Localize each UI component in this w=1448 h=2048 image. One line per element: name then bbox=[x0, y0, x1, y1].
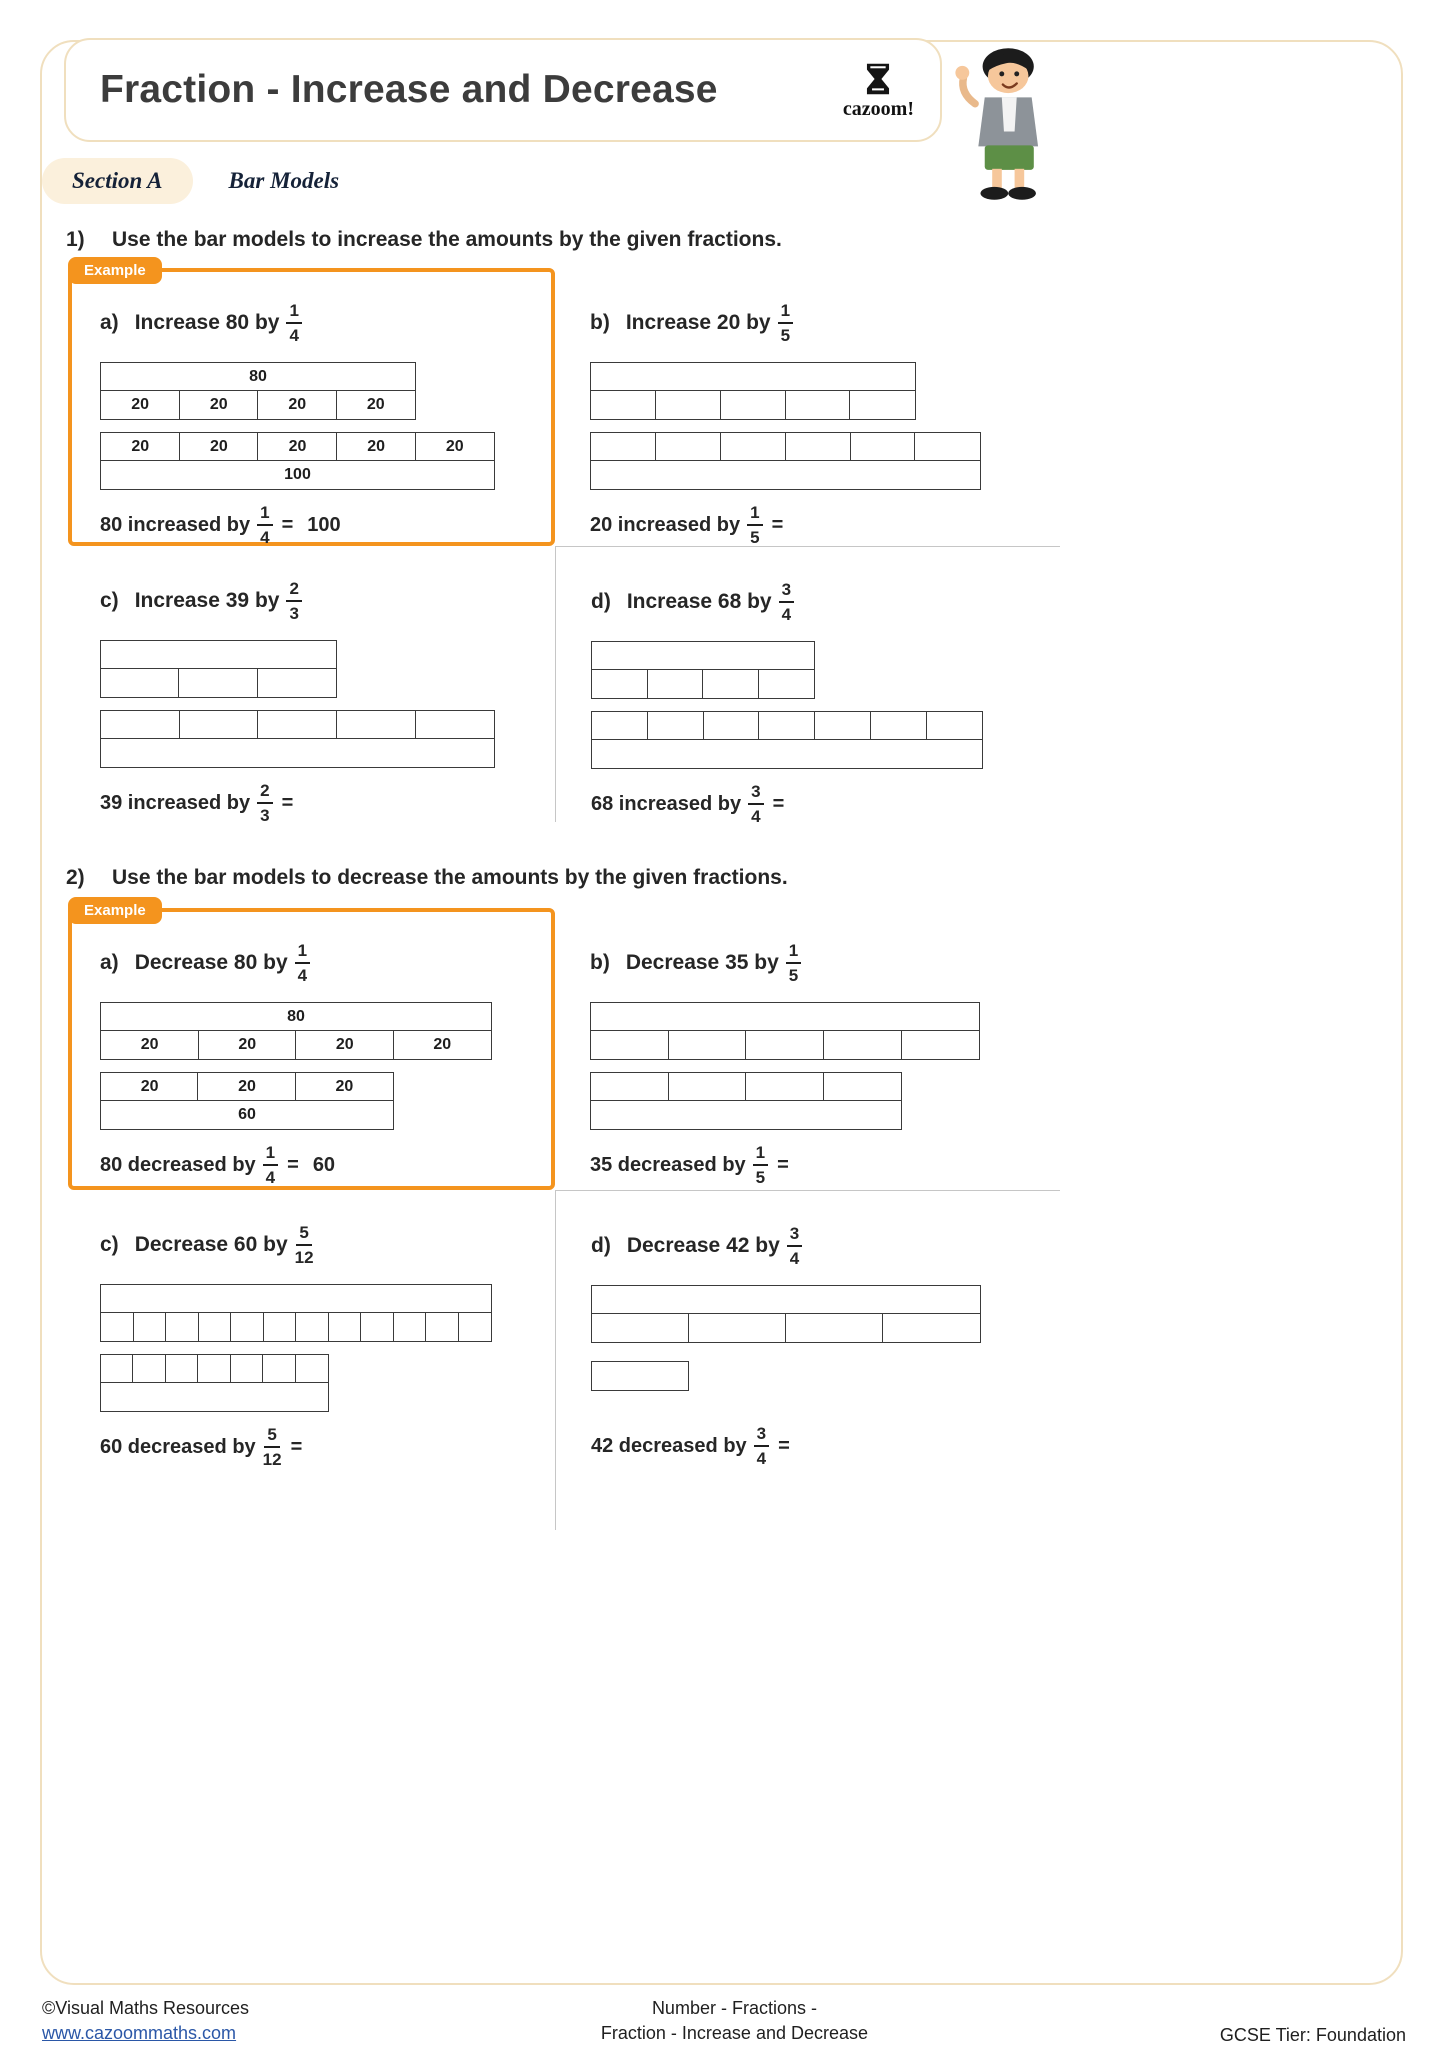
part-2d bbox=[555, 1190, 1060, 1530]
bar-model-row bbox=[590, 1100, 902, 1130]
bar-model-cell bbox=[230, 1312, 264, 1342]
bar-model-cell: 60 bbox=[100, 1100, 394, 1130]
fraction-numerator: 1 bbox=[753, 1144, 768, 1166]
bar-model bbox=[100, 1284, 555, 1412]
fraction-denominator: 12 bbox=[262, 1450, 282, 1469]
fraction-numerator: 1 bbox=[786, 942, 801, 964]
section-title: Bar Models bbox=[228, 168, 340, 193]
bar-model-cell bbox=[257, 668, 337, 698]
fraction bbox=[748, 783, 763, 825]
result-line bbox=[100, 1142, 551, 1188]
bar-model-cell bbox=[914, 432, 981, 462]
fraction bbox=[779, 581, 794, 623]
bar-model-row bbox=[100, 668, 337, 698]
question-number: 1) bbox=[66, 228, 85, 251]
equals-sign: = bbox=[778, 1434, 790, 1457]
fraction-denominator: 5 bbox=[750, 528, 760, 547]
bar-model-row bbox=[591, 739, 983, 769]
bar-model-cell bbox=[100, 1284, 492, 1314]
part-prompt: Increase 39 by bbox=[134, 589, 280, 612]
bar-model-cell: 20 bbox=[198, 1030, 297, 1060]
bar-model-cell bbox=[901, 1030, 980, 1060]
equals-sign: = bbox=[281, 513, 294, 536]
bar-model-row bbox=[590, 362, 916, 392]
bar-model-cell bbox=[590, 432, 657, 462]
part-prompt: Decrease 60 by bbox=[134, 1233, 288, 1256]
bar-model-cell: 20 bbox=[257, 390, 337, 420]
bar-model-cell bbox=[688, 1313, 787, 1343]
section-header bbox=[42, 158, 339, 204]
fraction-denominator: 5 bbox=[780, 326, 791, 345]
part-prompt: Decrease 80 by bbox=[134, 951, 288, 974]
bar-model-cell bbox=[785, 432, 852, 462]
bar-model-cell bbox=[100, 738, 495, 768]
fraction-numerator: 3 bbox=[779, 581, 794, 603]
bar-model-row bbox=[590, 1072, 902, 1102]
part-1a bbox=[100, 300, 551, 548]
bar-model bbox=[100, 1002, 551, 1130]
bar-model-cell bbox=[590, 362, 916, 392]
bar-model-cell bbox=[720, 432, 787, 462]
equals-sign: = bbox=[772, 792, 785, 815]
part-prompt: Decrease 35 by bbox=[625, 951, 779, 974]
cazoom-hourglass-icon bbox=[861, 62, 895, 96]
bar-model-cell bbox=[263, 1312, 297, 1342]
bar-model-cell bbox=[179, 710, 259, 740]
fraction-numerator: 1 bbox=[263, 1144, 278, 1166]
example-tag: Example bbox=[68, 257, 162, 284]
fraction bbox=[786, 942, 801, 984]
part-prompt: Increase 68 by bbox=[626, 590, 772, 613]
fraction-denominator: 3 bbox=[289, 604, 299, 623]
bar-model-cell: 80 bbox=[100, 1002, 492, 1032]
bar-model-cell bbox=[926, 711, 984, 741]
bar-model-cell bbox=[328, 1312, 362, 1342]
bar-model-cell bbox=[590, 1002, 980, 1032]
website-link[interactable]: www.cazoommaths.com bbox=[42, 2023, 237, 2044]
part-heading bbox=[100, 1222, 555, 1268]
bar-model-cell bbox=[590, 1072, 669, 1102]
bar-model-cell bbox=[590, 460, 981, 490]
bar-model-cell bbox=[197, 1354, 231, 1384]
result-line bbox=[590, 502, 1060, 548]
bar-model-cell bbox=[814, 711, 872, 741]
bar-model-cell bbox=[668, 1072, 747, 1102]
result-text: 80 decreased by bbox=[100, 1153, 256, 1176]
part-heading bbox=[100, 578, 555, 624]
part-1c bbox=[68, 546, 555, 825]
fraction bbox=[263, 1144, 278, 1186]
question-prompt: Use the bar models to decrease the amounts by the given fractions. bbox=[112, 866, 788, 889]
bar-model-cell: 20 bbox=[336, 390, 416, 420]
bar-model-row bbox=[591, 1313, 981, 1343]
bar-model-cell: 100 bbox=[100, 460, 495, 490]
equals-sign: = bbox=[777, 1153, 789, 1176]
question-2-grid bbox=[68, 902, 1060, 1530]
bar-model-cell bbox=[745, 1030, 824, 1060]
part-heading bbox=[100, 300, 551, 346]
fraction bbox=[754, 1425, 769, 1467]
bar-model-row bbox=[591, 1285, 981, 1315]
fraction-denominator: 4 bbox=[756, 1449, 767, 1468]
fraction-denominator: 4 bbox=[289, 326, 299, 345]
bar-model-cell bbox=[100, 1312, 134, 1342]
bar-model-row bbox=[590, 390, 916, 420]
fraction bbox=[257, 782, 272, 824]
bar-model-cell bbox=[849, 390, 916, 420]
result-line bbox=[100, 502, 551, 548]
fraction-denominator: 4 bbox=[260, 528, 270, 547]
header-box bbox=[64, 38, 942, 142]
page-title: Fraction - Increase and Decrease bbox=[100, 68, 718, 111]
bar-model-cell bbox=[165, 1312, 199, 1342]
bar-model-row bbox=[100, 432, 495, 462]
part-2c bbox=[68, 1190, 555, 1530]
bar-model-row bbox=[591, 711, 983, 741]
bar-model-cell bbox=[758, 669, 815, 699]
student-character-illustration bbox=[950, 44, 1060, 204]
bar-model-cell bbox=[230, 1354, 264, 1384]
fraction-denominator: 5 bbox=[788, 966, 799, 985]
bar-model-cell bbox=[647, 711, 705, 741]
bar-model-row bbox=[100, 1072, 394, 1102]
result-text: 60 decreased by bbox=[100, 1435, 256, 1458]
result-text: 80 increased by bbox=[100, 513, 251, 536]
bar-model-cell bbox=[591, 1361, 689, 1391]
bar-model-cell bbox=[785, 390, 852, 420]
answer-value: 60 bbox=[312, 1153, 336, 1176]
example-tag: Example bbox=[68, 897, 162, 924]
bar-model-cell bbox=[257, 710, 337, 740]
part-2b bbox=[555, 908, 1060, 1190]
bar-model-cell bbox=[655, 390, 722, 420]
bar-model-row bbox=[100, 1354, 329, 1384]
part-heading bbox=[590, 940, 1060, 986]
fraction-numerator: 3 bbox=[748, 783, 763, 805]
copyright-text: ©Visual Maths Resources bbox=[42, 1998, 250, 2018]
bar-model-cell bbox=[720, 390, 787, 420]
question-1-grid bbox=[68, 262, 1060, 826]
bar-model-cell bbox=[133, 1312, 167, 1342]
bar-model-row bbox=[100, 1284, 492, 1314]
fraction-denominator: 12 bbox=[294, 1248, 314, 1267]
example-box bbox=[68, 262, 555, 547]
bar-model-cell bbox=[591, 1285, 981, 1315]
bar-model-cell bbox=[393, 1312, 427, 1342]
fraction-numerator: 3 bbox=[787, 1225, 802, 1247]
answer-value: 100 bbox=[307, 513, 341, 536]
fraction-denominator: 4 bbox=[781, 605, 792, 624]
fraction bbox=[263, 1426, 282, 1468]
bar-model-cell: 20 bbox=[415, 432, 495, 462]
bar-model-cell bbox=[591, 711, 649, 741]
equals-sign: = bbox=[281, 791, 294, 814]
equals-sign: = bbox=[287, 1153, 299, 1176]
bar-model bbox=[100, 640, 555, 768]
bar-model-row bbox=[590, 432, 981, 462]
bar-model bbox=[590, 1002, 1060, 1130]
bar-model-row bbox=[590, 1030, 980, 1060]
bar-model-row bbox=[591, 669, 815, 699]
bar-model-cell: 20 bbox=[100, 1072, 199, 1102]
bar-model-cell bbox=[785, 1313, 884, 1343]
bar-model-cell bbox=[647, 669, 704, 699]
part-prompt: Increase 20 by bbox=[625, 311, 771, 334]
bar-model-cell bbox=[702, 669, 759, 699]
footer-topic-line1: Number - Fractions - bbox=[651, 1998, 817, 2018]
question-number: 2) bbox=[66, 866, 85, 889]
part-letter: d) bbox=[591, 590, 611, 613]
part-letter: d) bbox=[591, 1234, 611, 1257]
bar-model-cell bbox=[655, 432, 722, 462]
fraction-denominator: 5 bbox=[755, 1168, 766, 1187]
bar-model-cell: 20 bbox=[100, 390, 180, 420]
fraction-denominator: 4 bbox=[751, 807, 761, 826]
bar-model-cell: 20 bbox=[295, 1072, 394, 1102]
fraction-numerator: 1 bbox=[747, 504, 762, 526]
bar-model-cell bbox=[758, 711, 816, 741]
part-heading bbox=[590, 300, 1060, 346]
result-text: 20 increased by bbox=[590, 513, 741, 536]
bar-model-cell bbox=[745, 1072, 824, 1102]
bar-model bbox=[100, 362, 551, 490]
result-line bbox=[100, 1424, 555, 1470]
result-line bbox=[100, 780, 555, 826]
bar-model-cell: 20 bbox=[257, 432, 337, 462]
bar-model-cell bbox=[823, 1030, 902, 1060]
bar-model-cell bbox=[415, 710, 495, 740]
part-letter: b) bbox=[590, 311, 610, 334]
fraction-numerator: 3 bbox=[754, 1425, 769, 1447]
bar-model-cell bbox=[425, 1312, 459, 1342]
fraction bbox=[778, 302, 793, 344]
question-prompt: Use the bar models to increase the amounts by the given fractions. bbox=[112, 228, 782, 251]
bar-model-cell bbox=[100, 1354, 134, 1384]
part-prompt: Decrease 42 by bbox=[626, 1234, 780, 1257]
bar-model-cell: 20 bbox=[179, 390, 259, 420]
bar-model-cell: 20 bbox=[393, 1030, 492, 1060]
part-heading bbox=[591, 1223, 1060, 1269]
bar-model bbox=[591, 1285, 1060, 1391]
fraction bbox=[747, 504, 762, 546]
fraction-numerator: 1 bbox=[295, 942, 310, 964]
bar-model-cell bbox=[591, 1313, 690, 1343]
bar-model-cell bbox=[850, 432, 917, 462]
bar-model-cell bbox=[100, 710, 180, 740]
bar-model-cell bbox=[703, 711, 761, 741]
part-1d bbox=[555, 546, 1060, 826]
fraction-numerator: 5 bbox=[296, 1224, 311, 1246]
bar-model-cell bbox=[336, 710, 416, 740]
bar-model-cell: 20 bbox=[100, 1030, 199, 1060]
bar-model-cell bbox=[295, 1312, 329, 1342]
bar-model-row bbox=[100, 1100, 394, 1130]
bar-model-cell bbox=[882, 1313, 981, 1343]
bar-model-row bbox=[100, 362, 416, 392]
bar-model-cell bbox=[591, 739, 983, 769]
bar-model-cell bbox=[458, 1312, 492, 1342]
bar-model-cell: 20 bbox=[197, 1072, 296, 1102]
fraction bbox=[753, 1144, 768, 1186]
example-box bbox=[68, 902, 555, 1190]
bar-model-cell bbox=[668, 1030, 747, 1060]
bar-model-row bbox=[590, 460, 981, 490]
fraction-numerator: 2 bbox=[286, 580, 301, 602]
bar-model-cell bbox=[590, 390, 657, 420]
bar-model-row bbox=[100, 710, 495, 740]
bar-model-row bbox=[591, 1361, 689, 1391]
bar-model-row bbox=[591, 641, 815, 671]
bar-model-cell bbox=[591, 669, 648, 699]
fraction-numerator: 1 bbox=[257, 504, 272, 526]
part-prompt: Increase 80 by bbox=[134, 311, 280, 334]
equals-sign: = bbox=[771, 513, 784, 536]
fraction-denominator: 4 bbox=[297, 966, 308, 985]
bar-model-cell: 20 bbox=[295, 1030, 394, 1060]
question-1-header bbox=[66, 228, 782, 252]
part-heading bbox=[591, 579, 1060, 625]
bar-model-cell bbox=[165, 1354, 199, 1384]
bar-model bbox=[591, 641, 1060, 769]
equals-sign: = bbox=[290, 1435, 303, 1458]
fraction-numerator: 2 bbox=[257, 782, 272, 804]
part-letter: b) bbox=[590, 951, 610, 974]
bar-model-cell bbox=[132, 1354, 166, 1384]
fraction bbox=[295, 942, 310, 984]
bar-model-cell: 20 bbox=[100, 432, 180, 462]
bar-model-cell bbox=[870, 711, 928, 741]
part-letter: a) bbox=[100, 311, 119, 334]
fraction bbox=[787, 1225, 802, 1267]
fraction bbox=[286, 580, 301, 622]
fraction-numerator: 5 bbox=[264, 1426, 279, 1448]
part-heading bbox=[100, 940, 551, 986]
bar-model-cell bbox=[178, 668, 258, 698]
bar-model-cell bbox=[590, 1030, 669, 1060]
bar-model-row bbox=[100, 460, 495, 490]
part-1b bbox=[555, 268, 1060, 546]
bar-model-cell bbox=[591, 641, 815, 671]
bar-model-row bbox=[100, 640, 337, 670]
bar-model-cell bbox=[100, 640, 337, 670]
fraction-denominator: 4 bbox=[789, 1249, 800, 1268]
fraction bbox=[286, 302, 301, 344]
bar-model-cell: 20 bbox=[179, 432, 259, 462]
gcse-tier-label: GCSE Tier: Foundation bbox=[1219, 2025, 1406, 2046]
bar-model-row bbox=[100, 1312, 492, 1342]
result-line bbox=[590, 1142, 1060, 1188]
bar-model-cell bbox=[198, 1312, 232, 1342]
bar-model-row bbox=[100, 1030, 492, 1060]
fraction-numerator: 1 bbox=[286, 302, 301, 324]
bar-model-cell bbox=[823, 1072, 902, 1102]
part-2a bbox=[100, 940, 551, 1188]
bar-model-cell: 80 bbox=[100, 362, 416, 392]
bar-model-row bbox=[100, 390, 416, 420]
bar-model-row bbox=[590, 1002, 980, 1032]
fraction-denominator: 3 bbox=[260, 806, 270, 825]
bar-model-cell bbox=[360, 1312, 394, 1342]
fraction-numerator: 1 bbox=[778, 302, 793, 324]
bar-model-row bbox=[100, 1382, 329, 1412]
bar-model-cell bbox=[295, 1354, 329, 1384]
bar-model-cell bbox=[100, 1382, 329, 1412]
bar-model-cell bbox=[590, 1100, 902, 1130]
bar-model-cell: 20 bbox=[336, 432, 416, 462]
fraction bbox=[295, 1224, 314, 1266]
bar-model-cell bbox=[100, 668, 180, 698]
fraction-denominator: 4 bbox=[265, 1168, 276, 1187]
part-letter: c) bbox=[100, 1233, 119, 1256]
fraction bbox=[257, 504, 272, 546]
bar-model-cell bbox=[262, 1354, 296, 1384]
brand-logo bbox=[843, 62, 914, 119]
result-text: 68 increased by bbox=[591, 792, 742, 815]
part-letter: a) bbox=[100, 951, 119, 974]
result-line bbox=[591, 781, 1060, 827]
section-label: Section A bbox=[42, 158, 193, 204]
brand-wordmark: cazoom! bbox=[842, 97, 914, 120]
bar-model-row bbox=[100, 738, 495, 768]
footer-topic-line2: Fraction - Increase and Decrease bbox=[600, 2023, 869, 2044]
result-line bbox=[591, 1423, 1060, 1469]
question-2-header bbox=[66, 866, 788, 890]
bar-model-row bbox=[100, 1002, 492, 1032]
result-text: 39 increased by bbox=[100, 791, 251, 814]
page-footer bbox=[42, 1996, 1406, 2046]
part-letter: c) bbox=[100, 589, 119, 612]
bar-model bbox=[590, 362, 1060, 490]
result-text: 42 decreased by bbox=[591, 1434, 747, 1457]
result-text: 35 decreased by bbox=[590, 1153, 746, 1176]
